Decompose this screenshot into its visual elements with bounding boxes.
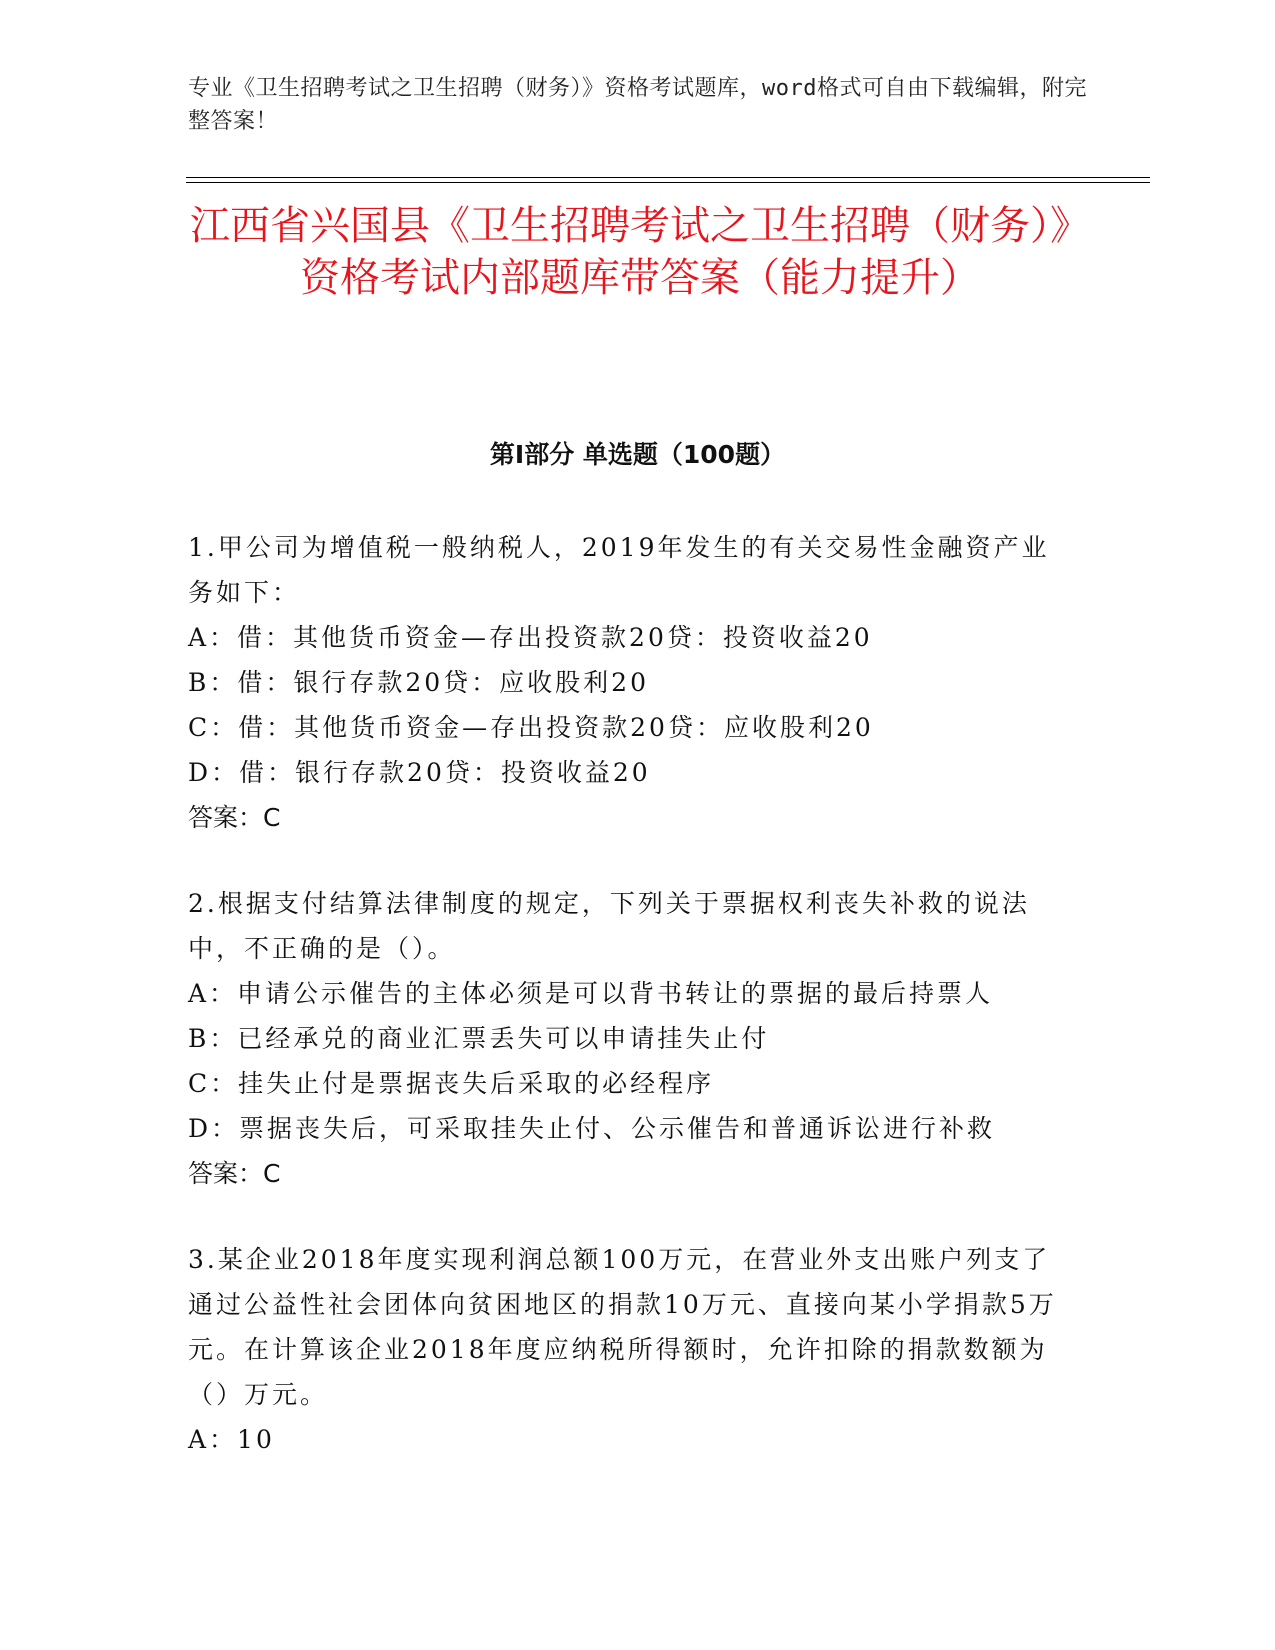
header-divider-top xyxy=(186,177,1150,178)
question-stem: 3.某企业2018年度实现利润总额100万元，在营业外支出账户列支了通过公益性社会团体向贫困地区的捐款10万元、直接向某小学捐款5万元。在计算该企业2018年度应纳税所得额时，允许扣除的捐款数额为（）万元。 xyxy=(188,1245,1057,1409)
option-a: A：10 xyxy=(188,1425,275,1454)
option-b: B：已经承兑的商业汇票丢失可以申请挂失止付 xyxy=(188,1024,770,1053)
option-c: C：挂失止付是票据丧失后采取的必经程序 xyxy=(188,1069,715,1098)
answer: 答案：C xyxy=(188,1159,281,1188)
question-1 xyxy=(188,525,1068,840)
question-2 xyxy=(188,881,1068,1196)
document-title: 江西省兴国县《卫生招聘考试之卫生招聘（财务）》资格考试内部题库带答案（能力提升） xyxy=(190,203,1090,301)
header-note: 专业《卫生招聘考试之卫生招聘（财务）》资格考试题库，word格式可自由下载编辑，附完整答案！ xyxy=(188,76,1087,134)
question-list xyxy=(188,525,1068,1503)
option-d: D：借：银行存款20贷：投资收益20 xyxy=(188,758,651,787)
header-divider-bottom xyxy=(186,182,1150,183)
option-c: C：借：其他货币资金—存出投资款20贷：应收股利20 xyxy=(188,713,874,742)
option-a: A：借：其他货币资金—存出投资款20贷：投资收益20 xyxy=(188,623,873,652)
answer: 答案：C xyxy=(188,803,281,832)
question-stem: 1.甲公司为增值税一般纳税人，2019年发生的有关交易性金融资产业务如下： xyxy=(188,533,1050,607)
option-a: A：申请公示催告的主体必须是可以背书转让的票据的最后持票人 xyxy=(188,979,994,1008)
option-b: B：借：银行存款20贷：应收股利20 xyxy=(188,668,649,697)
section-heading: 第I部分 单选题（100题） xyxy=(489,440,786,469)
question-3 xyxy=(188,1237,1068,1462)
question-stem: 2.根据支付结算法律制度的规定，下列关于票据权利丧失补救的说法中，不正确的是（）。 xyxy=(188,889,1030,963)
option-d: D：票据丧失后，可采取挂失止付、公示催告和普通诉讼进行补救 xyxy=(188,1114,996,1143)
